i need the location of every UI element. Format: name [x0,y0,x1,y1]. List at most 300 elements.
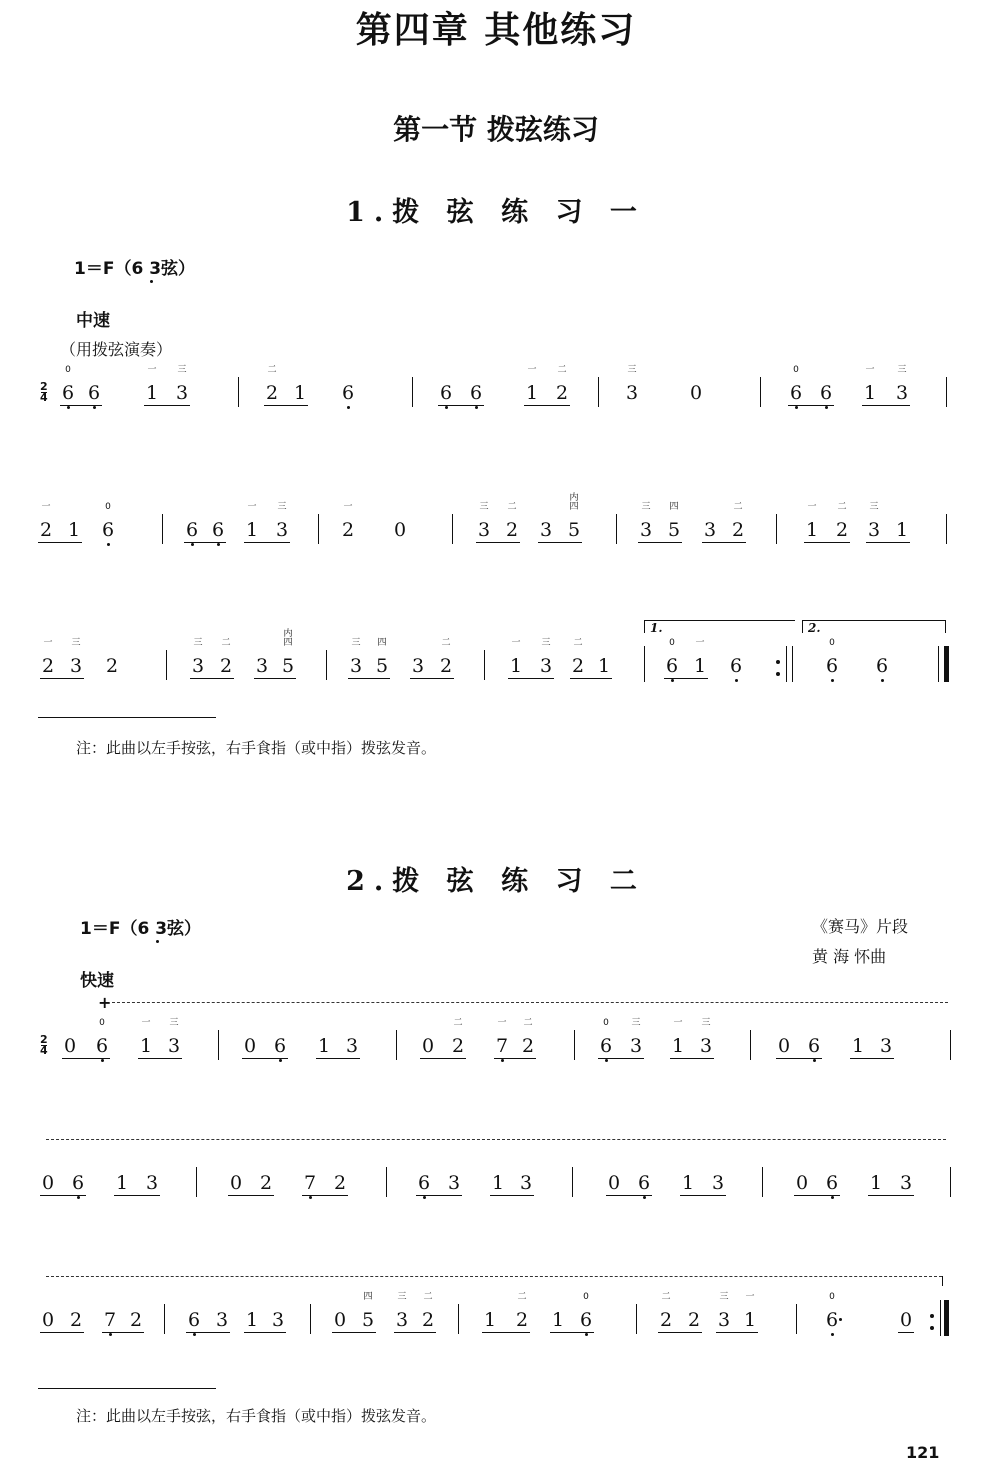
time-signature: 2 4 [40,380,48,404]
note: 2 二 [440,638,453,677]
note: 1 一 [694,638,707,677]
note: 1 一 [864,365,877,404]
bar-line [776,514,777,544]
fingering-mark: 三 [541,638,551,648]
note: 3 [216,1309,229,1331]
bar-line [644,646,645,682]
octave-dot [193,1333,196,1336]
note: 1 [68,519,81,541]
note: 3 [412,655,425,677]
key-dot [150,280,153,283]
exercise1-key: 1＝F（6 3弦） [74,259,196,279]
note: 6 [808,1036,820,1056]
fingering-mark: 一 [865,365,875,375]
beam-underline [332,1332,376,1333]
fingering-mark: 内 [569,493,579,503]
note: 6 [470,383,482,403]
beam-underline [264,405,308,406]
beam-underline [476,542,520,543]
beam-underline [850,1058,894,1059]
note: 0 [64,1035,77,1057]
beam-underline [868,1195,914,1196]
beam-underline [788,405,834,406]
beam-underline [114,1195,160,1196]
note: 5 四 内 [568,493,581,541]
beam-underline [316,1058,360,1059]
bar-line [792,646,793,682]
fingering-mark: 二 [221,638,231,648]
beam-underline [638,542,682,543]
bar-line [760,377,761,407]
octave-dot [77,1196,80,1199]
fingering-mark: 一 [247,502,257,512]
note: 5 四 [376,638,389,677]
fingering-mark: 三 [631,1018,641,1028]
note: 6 [188,1310,200,1330]
beam-underline [242,1058,288,1059]
note: 3 三 [396,1292,409,1331]
fingering-mark: 三 [177,365,187,375]
note: 2 一 [42,638,55,677]
exercise1-title: 1.拨 弦 练 习 一 [346,197,646,228]
note: 2 二 [422,1292,435,1331]
fingering-mark: 三 [277,502,287,512]
fingering-mark: 二 [517,1292,527,1302]
note: 6 [418,1173,430,1193]
note: 3 三 [630,1018,643,1057]
beam-underline [438,405,484,406]
fingering-mark: 0 [603,1018,609,1028]
note: 0 [334,1309,347,1331]
octave-dot [93,406,96,409]
beam-underline [664,678,708,679]
chapter-title: 第四章 其他练习 [355,10,637,51]
bar-line [458,1304,459,1334]
note: 6 [212,520,224,540]
beam-underline [40,678,84,679]
fingering-mark: 四 [569,502,579,512]
octave-dot [191,543,194,546]
note: 3 三 [700,1018,713,1057]
note: 1 [246,1309,259,1331]
note: 3 [520,1172,533,1194]
fingering-mark: 0 [99,1018,105,1028]
fingering-mark: 三 [169,1018,179,1028]
octave-dot [813,1059,816,1062]
octave-dot [831,1333,834,1336]
fingering-mark: 四 [669,502,679,512]
fingering-mark: 二 [423,1292,433,1302]
fingering-mark: 内 [283,629,293,639]
fingering-mark: 三 [869,502,879,512]
bar-line [218,1030,219,1060]
beam-underline [62,1058,110,1059]
note: 6 [730,656,742,676]
fingering-mark: 二 [733,502,743,512]
note: 5 四 [668,502,681,541]
note: 3 [880,1035,893,1057]
note: 2 二 [506,502,519,541]
note: 5 四 [362,1292,375,1331]
note: 0 [394,519,407,541]
bar-line [412,377,413,407]
octave-dot [67,406,70,409]
note: 6 0 [826,656,838,676]
octave-dot [309,1196,312,1199]
beam-underline [186,1332,230,1333]
bar-line [574,1030,575,1060]
footnote-rule [38,1388,216,1389]
beam-underline [524,405,570,406]
note: 6 0 [600,1036,612,1056]
fingering-mark: 三 [641,502,651,512]
note: 6 [440,383,452,403]
repeat-dots [776,660,780,684]
note: 0 [42,1309,55,1331]
exercise2-source: 《赛马》片段 [812,917,909,936]
note: 2 [260,1172,273,1194]
note: 7 [104,1310,116,1330]
fingering-mark: 二 [441,638,451,648]
fingering-mark: 0 [793,365,799,375]
note: 6 [638,1173,650,1193]
note: 3 [272,1309,285,1331]
exercise2-footnote: 注：此曲以左手按弦，右手食指（或中指）拨弦发音。 [76,1407,437,1425]
bar-line [452,514,453,544]
beam-underline [490,1195,534,1196]
fingering-mark: 二 [661,1292,671,1302]
end-bar [944,646,949,682]
bar-line [386,1167,387,1197]
note: 2 二 [556,365,569,404]
note: 6 0 [666,656,678,676]
fingering-mark: 一 [807,502,817,512]
fingering-mark: 一 [147,365,157,375]
note: 6 0 [102,520,114,540]
fingering-mark: 三 [193,638,203,648]
octave-dot [735,679,738,682]
note: 5 四 内 [282,629,295,677]
bar-line [326,650,327,680]
bar-line [572,1167,573,1197]
beam-underline [898,1332,914,1333]
fingering-mark: 二 [267,365,277,375]
note: 2 [688,1309,701,1331]
note: 2 二 [836,502,849,541]
note: 1 [870,1172,883,1194]
note: 3 三 [192,638,205,677]
bar-line [166,650,167,680]
exercise2-composer: 黄 海 怀曲 [812,947,887,966]
volta-bracket-1 [644,620,795,633]
note: 6 0 [96,1036,108,1056]
fingering-mark: 三 [397,1292,407,1302]
note: 2 二 [572,638,585,677]
fingering-mark: 二 [573,638,583,648]
octave-dot [475,406,478,409]
exercise2-tempo: 快速 [80,971,114,991]
note: 7 一 [496,1036,508,1056]
beam-underline [302,1195,348,1196]
bar-line [750,1030,751,1060]
octave-dot [585,1333,588,1336]
bar-line [196,1167,197,1197]
octave-dot [671,679,674,682]
beam-underline [866,542,910,543]
bar-line [162,514,163,544]
beam-underline [144,405,190,406]
note: 1 [896,519,909,541]
bar-line [164,1304,165,1334]
note: 2 [130,1309,143,1331]
note: 2 二 [522,1018,535,1057]
note: 3 三 [896,365,909,404]
note: 3 三 [626,365,639,404]
octave-dot [217,543,220,546]
octave-dot [643,1196,646,1199]
note: 3 三 [168,1018,181,1057]
note: 3 三 [176,365,189,404]
fingering-mark: 二 [523,1018,533,1028]
note: 3 三 [350,638,363,677]
fingering-mark: 三 [627,365,637,375]
note: 2 二 [516,1292,529,1331]
beam-underline [716,1332,758,1333]
note: 3 [540,519,553,541]
exercise2-key: 1＝F（6 3弦） [80,919,202,939]
note: 0 [422,1035,435,1057]
octave-dot [795,406,798,409]
exercise1-footnote: 注：此曲以左手按弦，右手食指（或中指）拨弦发音。 [76,739,437,757]
note: 1 [852,1035,865,1057]
note: 1 一 [246,502,259,541]
fingering-mark: 一 [41,502,51,512]
note: 6 [342,383,354,403]
octave-dot [881,679,884,682]
end-bar [944,1300,949,1336]
beam-underline [550,1332,594,1333]
beam-underline [184,542,226,543]
section-title: 第一节 拨弦练习 [393,113,599,146]
note: 6 [274,1036,286,1056]
page-number: 121 [906,1443,940,1462]
augmentation-dot [839,1318,842,1321]
key-dot [156,940,159,943]
note: 2 [70,1309,83,1331]
beam-underline [410,678,454,679]
beam-underline [190,678,234,679]
beam-underline [254,678,296,679]
octave-dot [605,1059,608,1062]
note: 2 [334,1172,347,1194]
repeat-dots [930,1314,934,1338]
note: 6 0 [580,1310,592,1330]
beam-underline [102,1332,144,1333]
dashed-line-end [942,1276,943,1286]
beam-underline [804,542,850,543]
bar-line [636,1304,637,1334]
octave-dot [109,1333,112,1336]
beam-underline [538,542,582,543]
bar-line [786,646,787,682]
beam-underline [776,1058,822,1059]
bar-line [238,377,239,407]
note: 3 三 [640,502,653,541]
octave-dot [831,1196,834,1199]
note: 0 [42,1172,55,1194]
fingering-mark: 二 [557,365,567,375]
note: 1 [598,655,611,677]
fingering-mark: 一 [511,638,521,648]
note: 3 三 [478,502,491,541]
note: 1 一 [526,365,539,404]
note: 1 [552,1309,565,1331]
note: 2 一 [342,502,355,541]
fingering-mark: 四 [363,1292,373,1302]
note: 6 0 [62,383,74,403]
bar-line [598,377,599,407]
note: 2 [106,655,119,677]
bar-line [946,377,947,407]
fingering-mark: 三 [351,638,361,648]
note: 3 三 [868,502,881,541]
plus-mark: + [98,993,112,1012]
fingering-mark: 一 [497,1018,507,1028]
note: 6 [820,383,832,403]
beam-underline [394,1332,436,1333]
fingering-mark: 一 [527,365,537,375]
note: 1 一 [510,638,523,677]
bar-line [318,514,319,544]
note: 6 [876,656,888,676]
octave-dot [501,1059,504,1062]
fingering-mark: 二 [507,502,517,512]
note: 1 一 [146,365,159,404]
dashed-line [46,1276,942,1277]
beam-underline [862,405,910,406]
note: 1 [484,1309,497,1331]
note: 3 三 [718,1292,731,1331]
note: 3 [448,1172,461,1194]
note: 6 [72,1173,84,1193]
dashed-line [112,1002,948,1003]
beam-underline [228,1195,274,1196]
note: 1 [294,382,307,404]
bar-line [950,1167,951,1197]
volta-label: 1. [650,621,663,635]
fingering-mark: 一 [141,1018,151,1028]
note: 3 三 [276,502,289,541]
octave-dot [445,406,448,409]
note: 3 [256,655,269,677]
fingering-mark: 三 [71,638,81,648]
octave-dot [107,543,110,546]
fingering-mark: 0 [65,365,71,375]
footnote-rule [38,717,216,718]
note: 0 [244,1035,257,1057]
octave-dot [831,679,834,682]
bar-line [938,646,939,682]
beam-underline [658,1332,702,1333]
note: 3 [704,519,717,541]
fingering-mark: 0 [829,1292,835,1302]
note: 6 [826,1173,838,1193]
note: 2 一 [40,502,53,541]
bar-line [946,514,947,544]
note: 2 二 [266,365,279,404]
dashed-line [46,1139,946,1140]
note: 1 一 [806,502,819,541]
bar-line [310,1304,311,1334]
bar-line [484,650,485,680]
note: 0 [778,1035,791,1057]
note: 0 [796,1172,809,1194]
bar-line [762,1167,763,1197]
beam-underline [494,1058,536,1059]
beam-underline [598,1058,644,1059]
note: 6 0 [826,1310,838,1330]
fingering-mark: 四 [377,638,387,648]
note: 2 二 [660,1292,673,1331]
note: 6 [186,520,198,540]
fingering-mark: 二 [453,1018,463,1028]
octave-dot [825,406,828,409]
note: 1 [116,1172,129,1194]
fingering-mark: 一 [43,638,53,648]
octave-dot [347,406,350,409]
fingering-mark: 三 [897,365,907,375]
note: 2 二 [220,638,233,677]
beam-underline [40,1332,84,1333]
fingering-mark: 二 [837,502,847,512]
fingering-mark: 三 [719,1292,729,1302]
octave-dot [101,1059,104,1062]
note: 1 一 [744,1292,757,1331]
fingering-mark: 一 [745,1292,755,1302]
note: 2 二 [452,1018,465,1057]
beam-underline [508,678,554,679]
fingering-mark: 三 [479,502,489,512]
beam-underline [670,1058,714,1059]
beam-underline [40,1195,86,1196]
beam-underline [702,542,746,543]
note: 0 [690,382,703,404]
note: 0 [900,1309,913,1331]
note: 1 [492,1172,505,1194]
volta-bracket-2 [802,620,946,633]
octave-dot [279,1059,282,1062]
beam-underline [244,542,290,543]
octave-dot [423,1196,426,1199]
note: 1 [318,1035,331,1057]
beam-underline [60,405,102,406]
fingering-mark: 0 [669,638,675,648]
note: 6 0 [790,383,802,403]
note: 3 三 [540,638,553,677]
time-signature: 2 4 [40,1033,48,1057]
note: 2 二 [732,502,745,541]
beam-underline [348,678,390,679]
beam-underline [138,1058,182,1059]
beam-underline [244,1332,286,1333]
beam-underline [570,678,612,679]
bar-line [396,1030,397,1060]
note: 0 [230,1172,243,1194]
fingering-mark: 一 [673,1018,683,1028]
volta-label: 2. [808,621,821,635]
note: 0 [608,1172,621,1194]
fingering-mark: 一 [343,502,353,512]
